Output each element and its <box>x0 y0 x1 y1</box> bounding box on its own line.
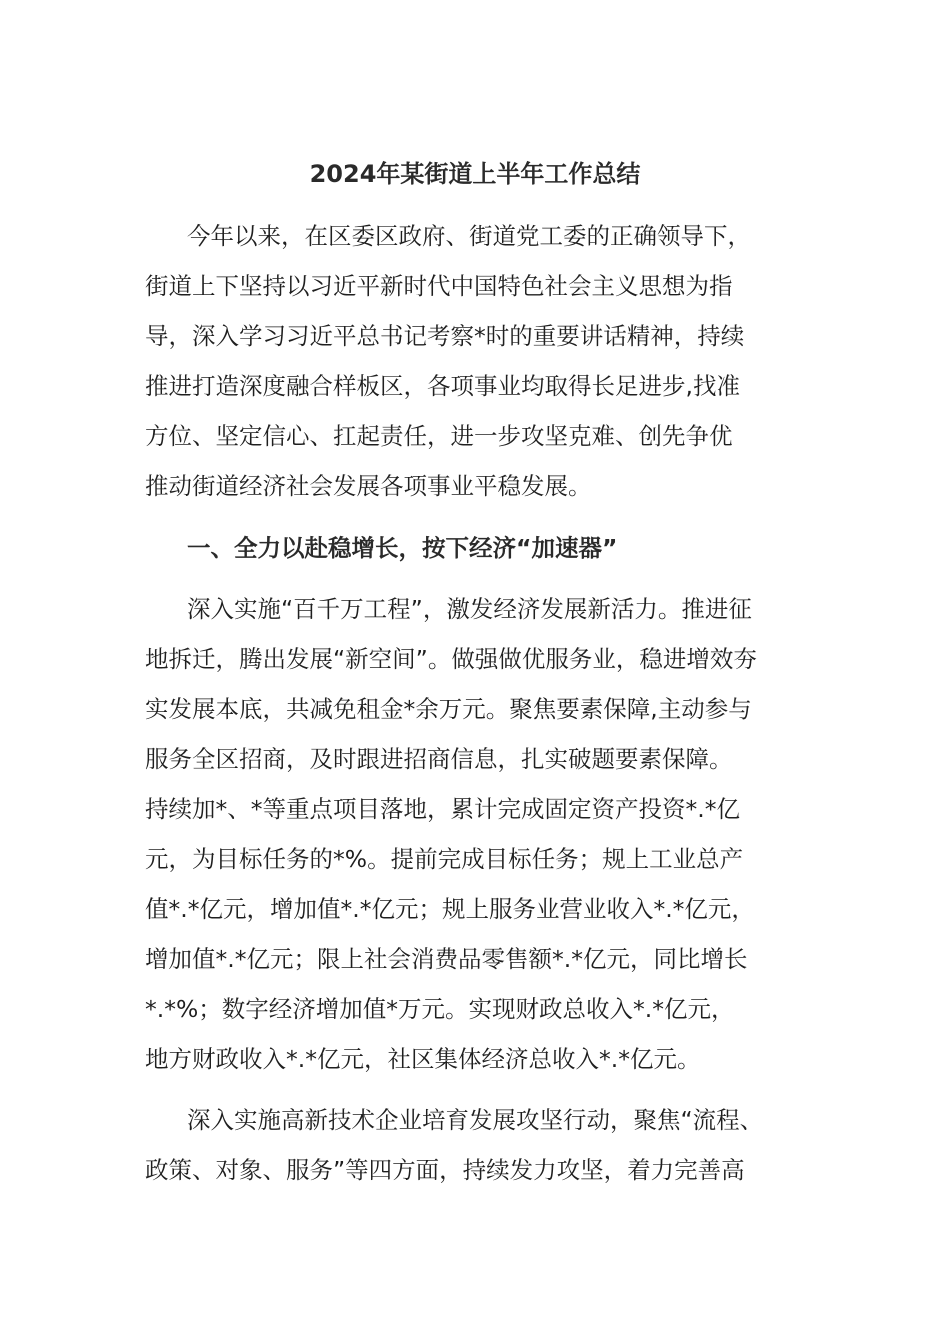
paragraph-economy-line: 服务全区招商，及时跟进招商信息，扎实破题要素保障。 <box>145 745 733 773</box>
paragraph-intro-line: 导，深入学习习近平总书记考察*时的重要讲话精神，持续 <box>145 322 745 350</box>
paragraph-intro-line: 方位、坚定信心、扛起责任，进一步攻坚克难、创先争优 <box>145 422 733 450</box>
paragraph-economy-line: 地拆迁，腾出发展“新空间”。做强做优服务业，稳进增效夯 <box>145 645 757 673</box>
section-heading-1: 一、全力以赴稳增长，按下经济“加速器” <box>187 534 618 562</box>
paragraph-economy-line: 元，为目标任务的*%。提前完成目标任务；规上工业总产 <box>145 845 744 873</box>
paragraph-intro-line: 今年以来，在区委区政府、街道党工委的正确领导下， <box>187 222 751 250</box>
paragraph-economy-line: 持续加*、*等重点项目落地，累计完成固定资产投资*.*亿 <box>145 795 740 823</box>
paragraph-economy-line: 深入实施“百千万工程”，激发经济发展新活力。推进征 <box>187 595 752 623</box>
paragraph-intro-line: 推进打造深度融合样板区，各项事业均取得长足进步,找准 <box>145 372 740 400</box>
paragraph-economy-line: 实发展本底，共减免租金*余万元。聚焦要素保障,主动参与 <box>145 695 752 723</box>
paragraph-economy-line: 值*.*亿元，增加值*.*亿元；规上服务业营业收入*.*亿元， <box>145 895 755 923</box>
document-title: 2024年某街道上半年工作总结 <box>309 160 641 188</box>
paragraph-intro-line: 街道上下坚持以习近平新时代中国特色社会主义思想为指 <box>145 272 733 300</box>
paragraph-hightech-line: 政策、对象、服务”等四方面，持续发力攻坚，着力完善高 <box>145 1156 745 1184</box>
paragraph-intro-line: 推动街道经济社会发展各项事业平稳发展。 <box>145 472 592 500</box>
paragraph-economy-line: 地方财政收入*.*亿元，社区集体经济总收入*.*亿元。 <box>145 1045 701 1073</box>
paragraph-hightech-line: 深入实施高新技术企业培育发展攻坚行动，聚焦“流程、 <box>187 1106 764 1134</box>
paragraph-economy-line: 增加值*.*亿元；限上社会消费品零售额*.*亿元，同比增长 <box>145 945 748 973</box>
paragraph-economy-line: *.*%；数字经济增加值*万元。实现财政总收入*.*亿元， <box>145 995 735 1023</box>
